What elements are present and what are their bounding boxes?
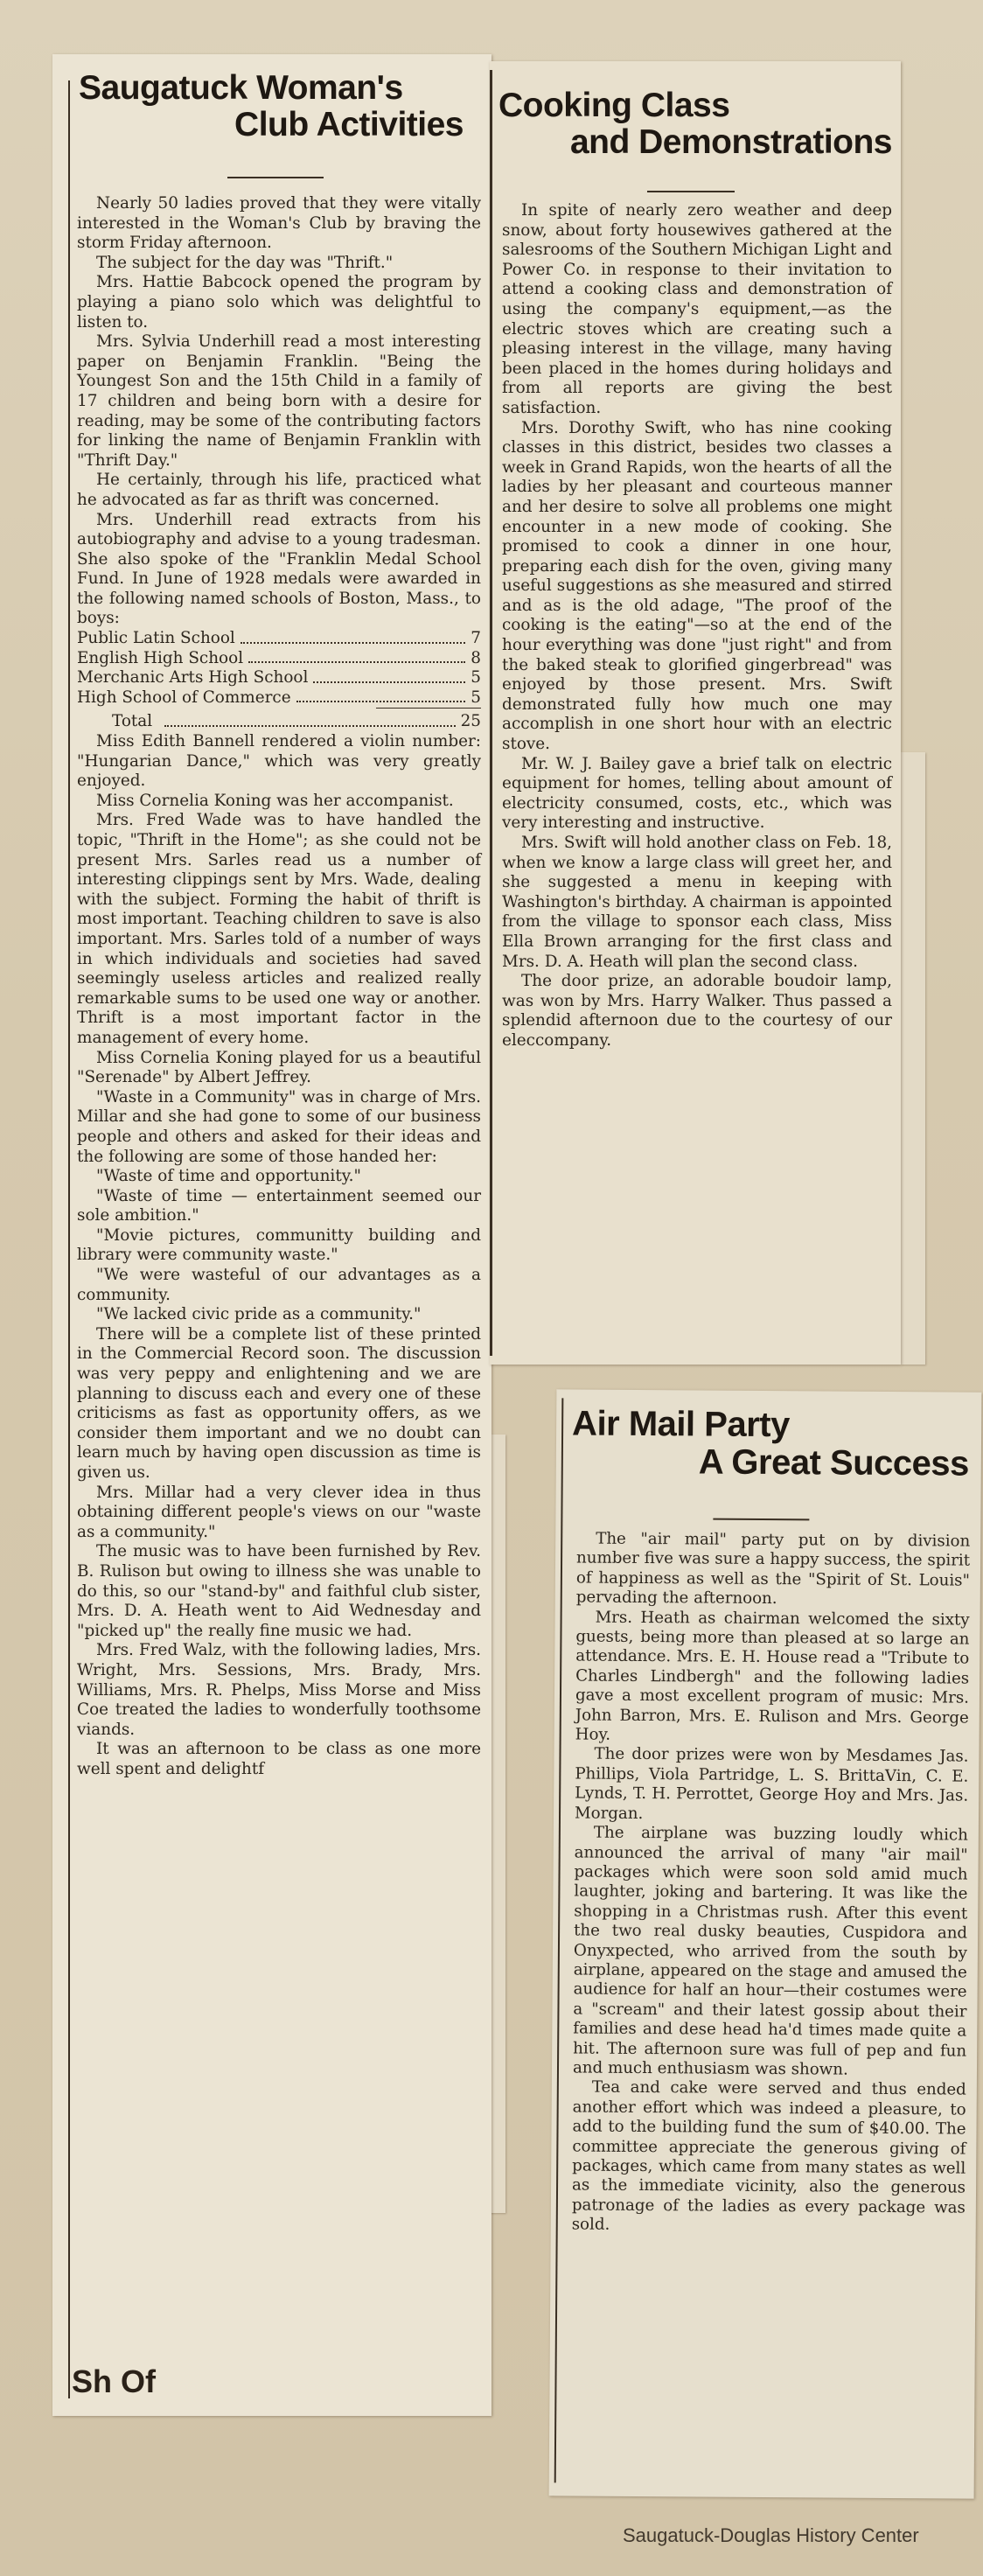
paragraph: "Waste of time — entertainment seemed our sole ambition."	[77, 1186, 481, 1225]
paragraph: "We were wasteful of our advantages as a community.	[77, 1266, 481, 1304]
paragraph: Mrs. Dorothy Swift, who has nine cooking classes in this district, besides two classes a week in Grand Rapids, won the hearts of all the ladies by her pleasant and courteous manner and her desire to solve all problems one might encounter in a new mode of cooking. She promised to cook a dinner in one hour, preparing each dish for the oven, giving many useful suggestions as she measured and stirred and as is the old adage, "The proof of the cooking is the eating"—so at the end of the hour everything was done "just right" and from the baked steak to glorified gingerbread" was enjoyed by those present. Mrs. Swift demonstrated fully how much one may accomplish in one short hour with an electric stove.	[502, 418, 892, 754]
school-name: Public Latin School	[77, 629, 235, 648]
headline-line: Cooking Class	[498, 87, 730, 124]
paragraph: The airplane was buzzing loudly which announced the arrival of many "air mail" packages which were soon sold amid much laughter, joking and bartering. It was like the shopping in a Christmas rush. After this event the two real dusky beauties, Cuspidora and Onyxpected, who arrived from the south by airplane, appeared on the stage and amused the audience for half an hour—their costumes were a "scream" and their latest gossip about their families and dese head ha'd times made quite a hit. The afternoon sure was full of pep and fun and much enthusiasm was shown.	[572, 1823, 968, 2079]
paragraph: Miss Edith Bannell rendered a violin number: "Hungarian Dance," which was very greatly enjoyed.	[77, 732, 481, 791]
paragraph: Mrs. Heath as chairman welcomed the sixty guests, being more than pleased at so large an attendance. Mrs. E. H. House read a "Tribute to Charles Lindbergh" and the following ladies gave a most excellent program of music: Mrs. John Barron, Mrs. E. Rulison and Mrs. George Hoy.	[575, 1608, 970, 1744]
leader-dots	[241, 629, 465, 644]
paragraph: The door prize, an adorable boudoir lamp, was won by Mrs. Harry Walker. Thus passed a splendid afternoon due to the courtesy of our eleccompany.	[502, 972, 892, 1050]
paragraph-group	[77, 194, 481, 629]
leader-dots	[296, 688, 466, 703]
headline-line: Saugatuck Woman's	[79, 69, 403, 107]
total-label: Total	[112, 712, 153, 731]
article-body	[572, 1529, 971, 2237]
school-name: Merchanic Arts High School	[77, 668, 309, 688]
leader-dots	[313, 668, 465, 683]
next-headline-fragment: Sh Of	[72, 2363, 156, 2399]
school-row	[77, 668, 481, 688]
paragraph: Tea and cake were served and thus ended another effort which was indeed a pleasure, to add to the building fund the sum of $40.00. The committee appreciate the generous giving of packages, which came from many states as well as the immediate vicinity, also the generous patronage of the ladies as every package was sold.	[571, 2077, 966, 2234]
headline-rule	[227, 177, 324, 178]
paragraph: Mrs. Swift will hold another class on Feb. 18, when we know a large class will greet her, and she suggested a menu in keeping with Washington's birthday. A chairman is appointed from the village to sponsor each class, Miss Ella Brown arranging for the first class and Mrs. D. A. Heath will plan the second class.	[502, 834, 892, 971]
clipping-cooking-class	[490, 61, 901, 1365]
paragraph: Mrs. Underhill read extracts from his autobiography and advise to a young tradesman. She also spoke of the "Franklin Medal School Fund. In June of 1928 medals were awarded in the following named schools of Boston, Mass., to boys:	[77, 510, 481, 628]
paragraph: "Movie pictures, communitty building and library were community waste."	[77, 1225, 481, 1265]
paragraph: The "air mail" party put on by division number five was sure a happy success, the spirit of happiness as well as the "Spirit of St. Louis" pervading the afternoon.	[575, 1529, 971, 1609]
clipping-edge-strip	[901, 752, 925, 1365]
headline-womans-club	[79, 70, 472, 143]
archive-credit: Saugatuck-Douglas History Center	[623, 2524, 919, 2546]
article-body	[77, 194, 481, 1780]
school-row	[77, 629, 481, 649]
medal-count: 5	[471, 688, 481, 707]
paragraph: The music was to have been furnished by Rev. B. Rulison but owing to illness she was unable to do this, so our "stand-by" and faithful club sister, Mrs. D. A. Heath went to Aid Wednesday and "picked up" the really fine music we had.	[77, 1542, 481, 1640]
sum-rule	[376, 708, 481, 709]
paragraph: Miss Cornelia Koning played for us a beautiful "Serenade" by Albert Jeffrey.	[77, 1048, 481, 1087]
paragraph: Mr. W. J. Bailey gave a brief talk on electric equipment for homes, telling about amount of electricity consumed, costs, etc., which was very interesting and instructive.	[502, 754, 892, 833]
medal-count: 8	[471, 648, 481, 667]
school-name: High School of Commerce	[77, 688, 291, 707]
leader-dots	[248, 649, 465, 664]
headline-cooking-class	[498, 87, 892, 161]
paragraph: In spite of nearly zero weather and deep snow, about forty housewives gathered at the salesrooms of the Southern Michigan Light and Power Co. in response to their invitation to attend a cooking class and demonstration of using the company's equipment,—as the electric stoves which are creating such a pleasing interest in the village, many having been placed in the homes during holidays and from all reports are giving the best satisfaction.	[502, 201, 892, 417]
paragraph: "Waste in a Community" was in charge of Mrs. Millar and she had gone to some of our business people and others and asked for their ideas and the following are some of those handed her:	[77, 1087, 481, 1166]
paragraph: It was an afternoon to be class as one more well spent and delightf	[77, 1740, 481, 1778]
paragraph: Mrs. Millar had a very clever idea in thus obtaining different people's views on our "waste as a community."	[77, 1483, 481, 1541]
paragraph: The door prizes were won by Mesdames Jas. Phillips, Viola Partridge, L. S. BrittaVin, C. E. Lynds, T. H. Perrottet, George Hoy and Mrs. Jas. Morgan.	[574, 1745, 969, 1823]
paragraph: Mrs. Sylvia Underhill read a most interesting paper on Benjamin Franklin. "Being the Youngest Son and the 15th Child in a family of 17 children and being born with a desire for reading, may be some of the contributing factors for linking the name of Benjamin Franklin with "Thrift Day."	[77, 332, 481, 470]
paragraph: Nearly 50 ladies proved that they were vitally interested in the Woman's Club by braving the storm Friday afternoon.	[77, 194, 481, 253]
paragraph: There will be a complete list of these printed in the Commercial Record soon. The discussion was very peppy and enlightening and we are planning to discuss each and every one of these criticisms as fast as opportunity offers, as we consider them important and we no doubt can learn much by having open discussion as time is given us.	[77, 1324, 481, 1482]
medal-count: 7	[471, 629, 481, 648]
paragraph: "Waste of time and opportunity."	[96, 1167, 361, 1186]
headline-line: and Demonstrations	[569, 123, 892, 162]
paragraph: He certainly, through his life, practiced what he advocated as far as thrift was concerned.	[77, 471, 481, 509]
headline-rule	[713, 1518, 809, 1521]
school-list	[77, 629, 481, 708]
paragraph: "We lacked civic pride as a community."	[96, 1305, 422, 1324]
article-body	[502, 201, 892, 1051]
headline-line: A Great Success	[698, 1442, 969, 1483]
total-value: 25	[460, 712, 481, 731]
paragraph: Mrs. Fred Walz, with the following ladies, Mrs. Wright, Mrs. Sessions, Mrs. Brady, Mrs. Williams, Mrs. R. Phelps, Miss Morse and Miss Coe treated the ladies to wonderfully toothsome viands.	[77, 1641, 481, 1739]
paragraph: Mrs. Fred Wade was to have handled the topic, "Thrift in the Home"; as she could not be present Mrs. Sarles read us a number of interesting clippings sent by Mrs. Wade, dealing with the subject. Forming the habit of thrift is most important. Teaching children to save is also important. Mrs. Sarles told of a number of ways in which individuals and societies had saved seemingly useless articles and realized really remarkable sums to be used one way or another. Thrift is a most important factor in the management of every home.	[77, 811, 481, 1047]
column-rule	[554, 1398, 564, 2482]
clipping-air-mail-party	[549, 1389, 982, 2498]
total-row	[77, 712, 481, 732]
paragraph: Miss Cornelia Koning was her accompanist.	[96, 791, 454, 810]
medal-count: 5	[471, 668, 481, 688]
headline-air-mail	[572, 1405, 975, 1483]
column-rule	[490, 70, 492, 1356]
paragraph: Mrs. Hattie Babcock opened the program by playing a piano solo which was delightful to listen to.	[77, 273, 481, 332]
school-name: English High School	[77, 648, 244, 667]
headline-line: Air Mail Party	[571, 1404, 790, 1445]
column-rule	[68, 80, 70, 2398]
leader-dots	[164, 712, 455, 727]
headline-rule	[647, 191, 735, 192]
clipping-womans-club	[52, 54, 492, 2416]
school-row	[77, 688, 481, 709]
headline-line: Club Activities	[234, 106, 464, 144]
paragraph: The subject for the day was "Thrift."	[96, 253, 394, 272]
school-row	[77, 649, 481, 669]
paragraph-group	[77, 732, 481, 1779]
